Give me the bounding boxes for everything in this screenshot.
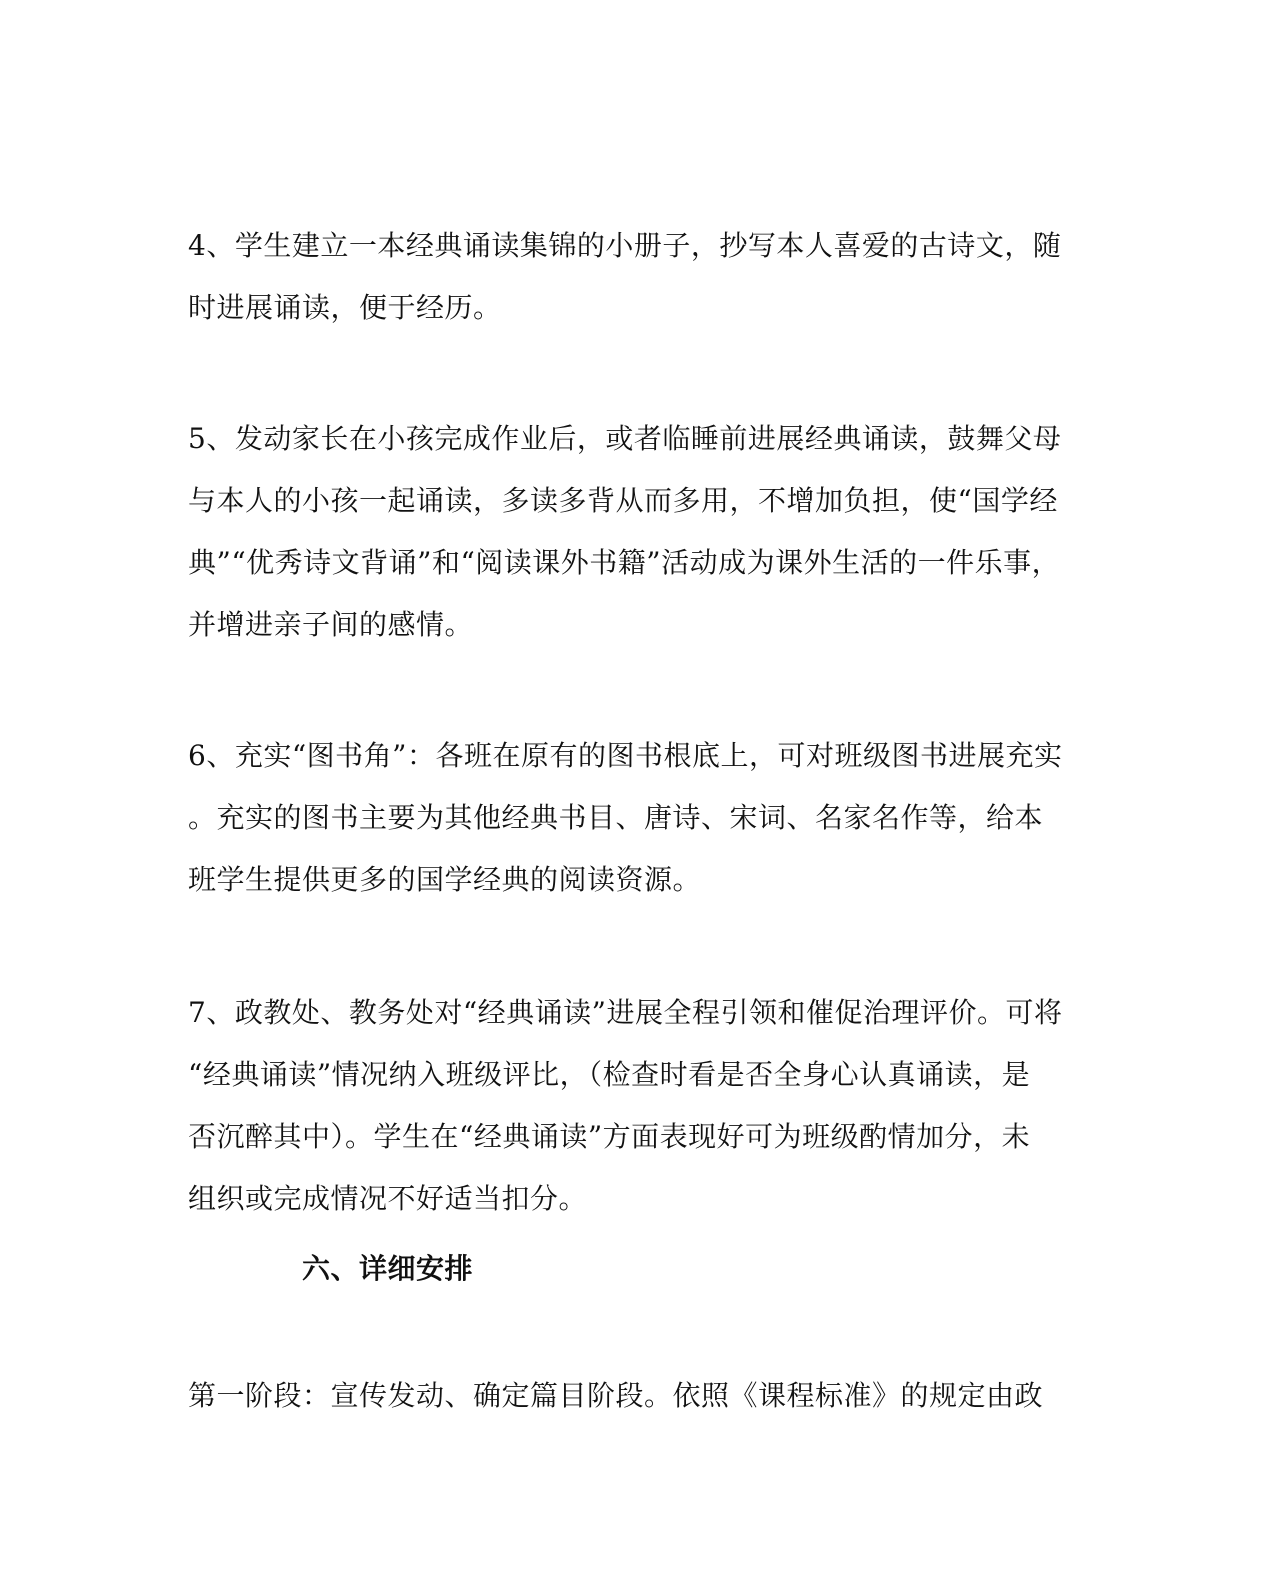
paragraph-line: 与本人的小孩一起诵读，多读多背从而多用，不增加负担，使“国学经	[188, 484, 1058, 517]
paragraph-5	[188, 408, 1068, 656]
paragraph-6	[188, 725, 1068, 911]
paragraph-line: 组织或完成情况不好适当扣分。	[188, 1182, 588, 1215]
paragraph-line: 。充实的图书主要为其他经典书目、唐诗、宋词、名家名作等，给本	[188, 801, 1044, 834]
paragraph-line: 班学生提供更多的国学经典的阅读资源。	[188, 863, 702, 896]
paragraph-line: 时进展诵读，便于经历。	[188, 291, 502, 324]
paragraph-line: 5、发动家长在小孩完成作业后，或者临睡前进展经典诵读，鼓舞父母	[188, 422, 1062, 455]
paragraph-line: 否沉醉其中）。学生在“经典诵读”方面表现好可为班级酌情加分，未	[188, 1120, 1031, 1153]
paragraph-stage-one	[188, 1365, 1068, 1427]
paragraph-line: 6、充实“图书角”：各班在原有的图书根底上，可对班级图书进展充实	[188, 739, 1063, 772]
paragraph-line: “经典诵读”情况纳入班级评比，（检查时看是否全身心认真诵读，是	[188, 1058, 1031, 1091]
paragraph-line: 第一阶段：宣传发动、确定篇目阶段。依照《课程标准》的规定由政	[188, 1379, 1044, 1412]
section-heading: 六、详细安排	[302, 1252, 474, 1285]
paragraph-line: 并增进亲子间的感情。	[188, 608, 474, 641]
paragraph-line: 4、学生建立一本经典诵读集锦的小册子，抄写本人喜爱的古诗文，随	[188, 229, 1062, 262]
paragraph-7	[188, 982, 1068, 1230]
paragraph-line: 典”“优秀诗文背诵”和“阅读课外书籍”活动成为课外生活的一件乐事，	[188, 546, 1061, 579]
paragraph-line: 7、政教处、教务处对“经典诵读”进展全程引领和催促治理评价。可将	[188, 996, 1063, 1029]
paragraph-4	[188, 215, 1068, 339]
